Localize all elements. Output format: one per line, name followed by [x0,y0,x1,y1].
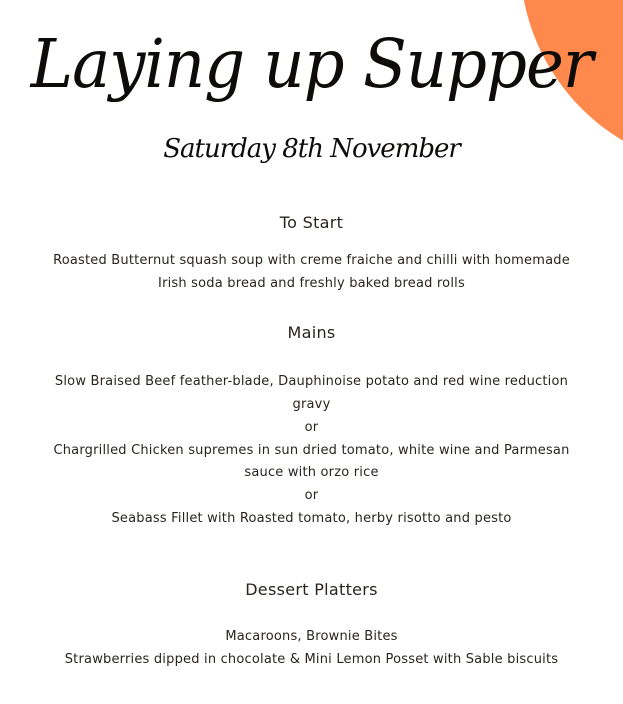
dessert-line: Strawberries dipped in chocolate & Mini Lemon Posset with Sable biscuits [64,652,559,667]
menu-title: Laying up Supper [30,26,593,104]
mains-heading: Mains [287,323,336,342]
dessert-line: Macaroons, Brownie Bites [225,629,398,644]
mains-line: Slow Braised Beef feather-blade, Dauphinoise potato and red wine reduction [54,374,569,389]
mains-line: Seabass Fillet with Roasted tomato, herby risotto and pesto [111,511,512,526]
dessert-heading: Dessert Platters [245,580,378,599]
mains-or-separator: or [304,420,319,435]
starter-heading: To Start [279,213,344,232]
starter-line: Roasted Butternut squash soup with creme fraiche and chilli with homemade [53,253,570,268]
mains-line: gravy [292,397,331,412]
mains-line: Chargrilled Chicken supremes in sun dried tomato, white wine and Parmesan [53,443,570,458]
starter-line: Irish soda bread and freshly baked bread rolls [158,276,465,291]
menu-date: Saturday 8th November [163,134,460,164]
mains-or-separator: or [304,488,319,503]
mains-line: sauce with orzo rice [244,465,379,480]
